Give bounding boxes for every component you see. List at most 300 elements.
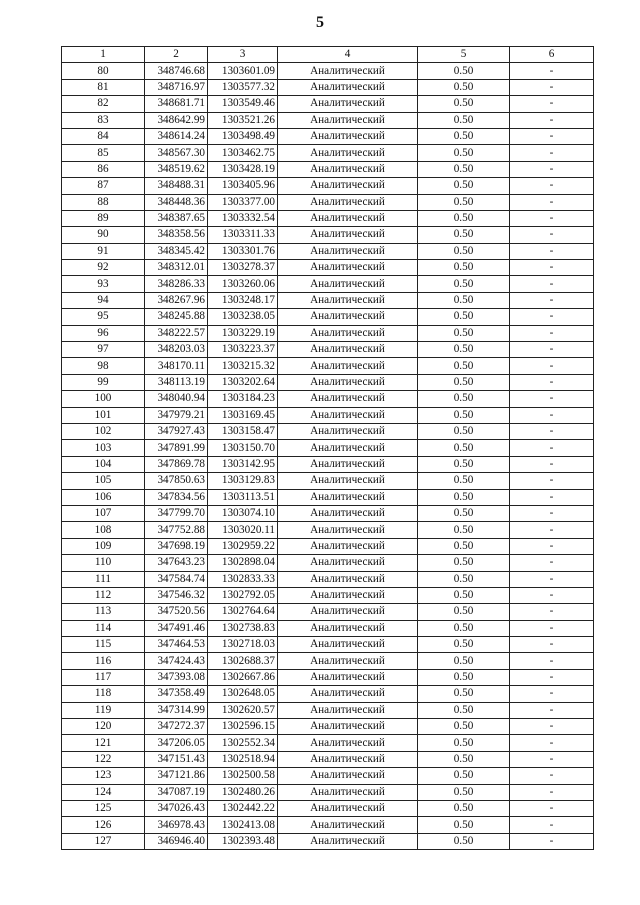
method-cell: Аналитический [278, 391, 418, 407]
method-cell: Аналитический [278, 719, 418, 735]
note-cell: - [510, 686, 594, 702]
accuracy-cell: 0.50 [418, 178, 510, 194]
method-cell: Аналитический [278, 96, 418, 112]
note-cell: - [510, 309, 594, 325]
method-cell: Аналитический [278, 161, 418, 177]
accuracy-cell: 0.50 [418, 210, 510, 226]
x-coordinate-cell: 347546.32 [145, 587, 208, 603]
y-coordinate-cell: 1303202.64 [208, 374, 278, 390]
note-cell: - [510, 473, 594, 489]
point-number-cell: 84 [62, 128, 145, 144]
point-number-cell: 127 [62, 833, 145, 849]
x-coordinate-cell: 347520.56 [145, 604, 208, 620]
y-coordinate-cell: 1303215.32 [208, 358, 278, 374]
table-row [62, 292, 594, 308]
x-coordinate-cell: 347087.19 [145, 784, 208, 800]
point-number-cell: 88 [62, 194, 145, 210]
method-cell: Аналитический [278, 112, 418, 128]
y-coordinate-cell: 1302667.86 [208, 669, 278, 685]
note-cell: - [510, 63, 594, 79]
coordinates-table [61, 46, 594, 850]
point-number-cell: 102 [62, 423, 145, 439]
accuracy-cell: 0.50 [418, 505, 510, 521]
point-number-cell: 110 [62, 555, 145, 571]
accuracy-cell: 0.50 [418, 555, 510, 571]
point-number-cell: 92 [62, 260, 145, 276]
accuracy-cell: 0.50 [418, 391, 510, 407]
table-row [62, 391, 594, 407]
y-coordinate-cell: 1303332.54 [208, 210, 278, 226]
y-coordinate-cell: 1303113.51 [208, 489, 278, 505]
y-coordinate-cell: 1303229.19 [208, 325, 278, 341]
x-coordinate-cell: 347752.88 [145, 522, 208, 538]
note-cell: - [510, 96, 594, 112]
method-cell: Аналитический [278, 768, 418, 784]
note-cell: - [510, 292, 594, 308]
x-coordinate-cell: 348170.11 [145, 358, 208, 374]
note-cell: - [510, 210, 594, 226]
accuracy-cell: 0.50 [418, 669, 510, 685]
point-number-cell: 114 [62, 620, 145, 636]
table-row [62, 161, 594, 177]
y-coordinate-cell: 1302718.03 [208, 637, 278, 653]
y-coordinate-cell: 1303601.09 [208, 63, 278, 79]
method-cell: Аналитический [278, 473, 418, 489]
y-coordinate-cell: 1302688.37 [208, 653, 278, 669]
y-coordinate-cell: 1303462.75 [208, 145, 278, 161]
note-cell: - [510, 817, 594, 833]
table-row [62, 423, 594, 439]
note-cell: - [510, 243, 594, 259]
point-number-cell: 93 [62, 276, 145, 292]
point-number-cell: 126 [62, 817, 145, 833]
note-cell: - [510, 374, 594, 390]
point-number-cell: 85 [62, 145, 145, 161]
x-coordinate-cell: 347698.19 [145, 538, 208, 554]
x-coordinate-cell: 347121.86 [145, 768, 208, 784]
y-coordinate-cell: 1303129.83 [208, 473, 278, 489]
method-cell: Аналитический [278, 194, 418, 210]
table-row [62, 489, 594, 505]
accuracy-cell: 0.50 [418, 735, 510, 751]
note-cell: - [510, 112, 594, 128]
accuracy-cell: 0.50 [418, 145, 510, 161]
note-cell: - [510, 784, 594, 800]
header-cell-3: 3 [208, 47, 278, 63]
note-cell: - [510, 669, 594, 685]
note-cell: - [510, 342, 594, 358]
accuracy-cell: 0.50 [418, 751, 510, 767]
table-row [62, 243, 594, 259]
x-coordinate-cell: 347799.70 [145, 505, 208, 521]
y-coordinate-cell: 1302898.04 [208, 555, 278, 571]
x-coordinate-cell: 348358.56 [145, 227, 208, 243]
header-cell-6: 6 [510, 47, 594, 63]
accuracy-cell: 0.50 [418, 358, 510, 374]
y-coordinate-cell: 1302648.05 [208, 686, 278, 702]
table-row [62, 604, 594, 620]
table-row [62, 63, 594, 79]
table-row [62, 358, 594, 374]
note-cell: - [510, 79, 594, 95]
table-row [62, 833, 594, 849]
point-number-cell: 117 [62, 669, 145, 685]
note-cell: - [510, 653, 594, 669]
accuracy-cell: 0.50 [418, 522, 510, 538]
x-coordinate-cell: 348345.42 [145, 243, 208, 259]
x-coordinate-cell: 348113.19 [145, 374, 208, 390]
point-number-cell: 124 [62, 784, 145, 800]
point-number-cell: 95 [62, 309, 145, 325]
note-cell: - [510, 522, 594, 538]
table-row [62, 735, 594, 751]
note-cell: - [510, 800, 594, 816]
accuracy-cell: 0.50 [418, 473, 510, 489]
table-header [62, 47, 594, 63]
y-coordinate-cell: 1303223.37 [208, 342, 278, 358]
note-cell: - [510, 555, 594, 571]
table-row [62, 374, 594, 390]
table-row [62, 620, 594, 636]
x-coordinate-cell: 348746.68 [145, 63, 208, 79]
x-coordinate-cell: 347891.99 [145, 440, 208, 456]
method-cell: Аналитический [278, 637, 418, 653]
accuracy-cell: 0.50 [418, 407, 510, 423]
point-number-cell: 108 [62, 522, 145, 538]
table-row [62, 784, 594, 800]
accuracy-cell: 0.50 [418, 309, 510, 325]
x-coordinate-cell: 347834.56 [145, 489, 208, 505]
x-coordinate-cell: 347272.37 [145, 719, 208, 735]
table-body [62, 63, 594, 850]
table-row [62, 571, 594, 587]
table-row [62, 227, 594, 243]
table-row [62, 112, 594, 128]
point-number-cell: 115 [62, 637, 145, 653]
note-cell: - [510, 194, 594, 210]
method-cell: Аналитический [278, 276, 418, 292]
note-cell: - [510, 145, 594, 161]
x-coordinate-cell: 348387.65 [145, 210, 208, 226]
table-row [62, 719, 594, 735]
y-coordinate-cell: 1303521.26 [208, 112, 278, 128]
accuracy-cell: 0.50 [418, 194, 510, 210]
accuracy-cell: 0.50 [418, 833, 510, 849]
accuracy-cell: 0.50 [418, 637, 510, 653]
table-row [62, 669, 594, 685]
y-coordinate-cell: 1302764.64 [208, 604, 278, 620]
x-coordinate-cell: 347151.43 [145, 751, 208, 767]
x-coordinate-cell: 348642.99 [145, 112, 208, 128]
y-coordinate-cell: 1302500.58 [208, 768, 278, 784]
y-coordinate-cell: 1302833.33 [208, 571, 278, 587]
x-coordinate-cell: 347979.21 [145, 407, 208, 423]
point-number-cell: 83 [62, 112, 145, 128]
note-cell: - [510, 719, 594, 735]
method-cell: Аналитический [278, 358, 418, 374]
point-number-cell: 96 [62, 325, 145, 341]
accuracy-cell: 0.50 [418, 604, 510, 620]
method-cell: Аналитический [278, 407, 418, 423]
point-number-cell: 125 [62, 800, 145, 816]
y-coordinate-cell: 1303184.23 [208, 391, 278, 407]
y-coordinate-cell: 1303311.33 [208, 227, 278, 243]
note-cell: - [510, 128, 594, 144]
method-cell: Аналитический [278, 342, 418, 358]
point-number-cell: 86 [62, 161, 145, 177]
note-cell: - [510, 456, 594, 472]
table-row [62, 555, 594, 571]
table-row [62, 768, 594, 784]
accuracy-cell: 0.50 [418, 161, 510, 177]
note-cell: - [510, 325, 594, 341]
accuracy-cell: 0.50 [418, 800, 510, 816]
accuracy-cell: 0.50 [418, 325, 510, 341]
accuracy-cell: 0.50 [418, 440, 510, 456]
y-coordinate-cell: 1303158.47 [208, 423, 278, 439]
table-row [62, 653, 594, 669]
x-coordinate-cell: 348681.71 [145, 96, 208, 112]
method-cell: Аналитический [278, 571, 418, 587]
point-number-cell: 113 [62, 604, 145, 620]
accuracy-cell: 0.50 [418, 456, 510, 472]
method-cell: Аналитический [278, 325, 418, 341]
method-cell: Аналитический [278, 489, 418, 505]
method-cell: Аналитический [278, 210, 418, 226]
x-coordinate-cell: 347850.63 [145, 473, 208, 489]
x-coordinate-cell: 348519.62 [145, 161, 208, 177]
point-number-cell: 97 [62, 342, 145, 358]
y-coordinate-cell: 1303238.05 [208, 309, 278, 325]
table-row [62, 800, 594, 816]
method-cell: Аналитический [278, 128, 418, 144]
point-number-cell: 103 [62, 440, 145, 456]
point-number-cell: 123 [62, 768, 145, 784]
y-coordinate-cell: 1303577.32 [208, 79, 278, 95]
point-number-cell: 122 [62, 751, 145, 767]
y-coordinate-cell: 1302518.94 [208, 751, 278, 767]
point-number-cell: 105 [62, 473, 145, 489]
note-cell: - [510, 735, 594, 751]
x-coordinate-cell: 347314.99 [145, 702, 208, 718]
x-coordinate-cell: 347393.08 [145, 669, 208, 685]
x-coordinate-cell: 347206.05 [145, 735, 208, 751]
accuracy-cell: 0.50 [418, 719, 510, 735]
accuracy-cell: 0.50 [418, 571, 510, 587]
table-row [62, 178, 594, 194]
accuracy-cell: 0.50 [418, 784, 510, 800]
method-cell: Аналитический [278, 669, 418, 685]
method-cell: Аналитический [278, 292, 418, 308]
header-cell-5: 5 [418, 47, 510, 63]
note-cell: - [510, 276, 594, 292]
y-coordinate-cell: 1303020.11 [208, 522, 278, 538]
y-coordinate-cell: 1303260.06 [208, 276, 278, 292]
y-coordinate-cell: 1303301.76 [208, 243, 278, 259]
x-coordinate-cell: 347491.46 [145, 620, 208, 636]
x-coordinate-cell: 347464.53 [145, 637, 208, 653]
point-number-cell: 89 [62, 210, 145, 226]
point-number-cell: 80 [62, 63, 145, 79]
y-coordinate-cell: 1303142.95 [208, 456, 278, 472]
x-coordinate-cell: 348267.96 [145, 292, 208, 308]
table-row [62, 309, 594, 325]
table-row [62, 260, 594, 276]
note-cell: - [510, 702, 594, 718]
note-cell: - [510, 227, 594, 243]
x-coordinate-cell: 347584.74 [145, 571, 208, 587]
accuracy-cell: 0.50 [418, 489, 510, 505]
method-cell: Аналитический [278, 751, 418, 767]
method-cell: Аналитический [278, 505, 418, 521]
x-coordinate-cell: 348040.94 [145, 391, 208, 407]
y-coordinate-cell: 1302413.08 [208, 817, 278, 833]
accuracy-cell: 0.50 [418, 702, 510, 718]
y-coordinate-cell: 1303248.17 [208, 292, 278, 308]
note-cell: - [510, 768, 594, 784]
method-cell: Аналитический [278, 243, 418, 259]
header-cell-4: 4 [278, 47, 418, 63]
point-number-cell: 118 [62, 686, 145, 702]
x-coordinate-cell: 348312.01 [145, 260, 208, 276]
x-coordinate-cell: 348203.03 [145, 342, 208, 358]
y-coordinate-cell: 1302738.83 [208, 620, 278, 636]
note-cell: - [510, 358, 594, 374]
y-coordinate-cell: 1302620.57 [208, 702, 278, 718]
note-cell: - [510, 489, 594, 505]
method-cell: Аналитический [278, 423, 418, 439]
x-coordinate-cell: 346946.40 [145, 833, 208, 849]
note-cell: - [510, 571, 594, 587]
point-number-cell: 109 [62, 538, 145, 554]
point-number-cell: 120 [62, 719, 145, 735]
x-coordinate-cell: 348488.31 [145, 178, 208, 194]
table-row [62, 473, 594, 489]
accuracy-cell: 0.50 [418, 227, 510, 243]
accuracy-cell: 0.50 [418, 423, 510, 439]
method-cell: Аналитический [278, 784, 418, 800]
table-row [62, 96, 594, 112]
x-coordinate-cell: 348245.88 [145, 309, 208, 325]
y-coordinate-cell: 1302552.34 [208, 735, 278, 751]
note-cell: - [510, 423, 594, 439]
x-coordinate-cell: 347869.78 [145, 456, 208, 472]
note-cell: - [510, 161, 594, 177]
point-number-cell: 94 [62, 292, 145, 308]
table-row [62, 456, 594, 472]
point-number-cell: 119 [62, 702, 145, 718]
accuracy-cell: 0.50 [418, 587, 510, 603]
header-cell-2: 2 [145, 47, 208, 63]
method-cell: Аналитический [278, 604, 418, 620]
point-number-cell: 112 [62, 587, 145, 603]
accuracy-cell: 0.50 [418, 686, 510, 702]
point-number-cell: 121 [62, 735, 145, 751]
note-cell: - [510, 604, 594, 620]
method-cell: Аналитический [278, 538, 418, 554]
table-row [62, 637, 594, 653]
accuracy-cell: 0.50 [418, 292, 510, 308]
table-row [62, 686, 594, 702]
method-cell: Аналитический [278, 178, 418, 194]
table-row [62, 817, 594, 833]
x-coordinate-cell: 347358.49 [145, 686, 208, 702]
method-cell: Аналитический [278, 63, 418, 79]
point-number-cell: 111 [62, 571, 145, 587]
method-cell: Аналитический [278, 555, 418, 571]
note-cell: - [510, 587, 594, 603]
note-cell: - [510, 505, 594, 521]
header-row [62, 47, 594, 63]
x-coordinate-cell: 348567.30 [145, 145, 208, 161]
table-row [62, 276, 594, 292]
point-number-cell: 100 [62, 391, 145, 407]
x-coordinate-cell: 346978.43 [145, 817, 208, 833]
x-coordinate-cell: 347424.43 [145, 653, 208, 669]
y-coordinate-cell: 1303278.37 [208, 260, 278, 276]
method-cell: Аналитический [278, 833, 418, 849]
y-coordinate-cell: 1303377.00 [208, 194, 278, 210]
y-coordinate-cell: 1302959.22 [208, 538, 278, 554]
accuracy-cell: 0.50 [418, 276, 510, 292]
method-cell: Аналитический [278, 145, 418, 161]
note-cell: - [510, 637, 594, 653]
point-number-cell: 87 [62, 178, 145, 194]
point-number-cell: 81 [62, 79, 145, 95]
point-number-cell: 116 [62, 653, 145, 669]
table-row [62, 194, 594, 210]
table-row [62, 522, 594, 538]
accuracy-cell: 0.50 [418, 63, 510, 79]
table-row [62, 407, 594, 423]
y-coordinate-cell: 1303428.19 [208, 161, 278, 177]
y-coordinate-cell: 1303169.45 [208, 407, 278, 423]
y-coordinate-cell: 1302442.22 [208, 800, 278, 816]
method-cell: Аналитический [278, 440, 418, 456]
accuracy-cell: 0.50 [418, 96, 510, 112]
note-cell: - [510, 751, 594, 767]
point-number-cell: 91 [62, 243, 145, 259]
method-cell: Аналитический [278, 309, 418, 325]
accuracy-cell: 0.50 [418, 653, 510, 669]
note-cell: - [510, 260, 594, 276]
point-number-cell: 82 [62, 96, 145, 112]
accuracy-cell: 0.50 [418, 768, 510, 784]
table-row [62, 79, 594, 95]
x-coordinate-cell: 348614.24 [145, 128, 208, 144]
page-number: 5 [316, 14, 324, 31]
y-coordinate-cell: 1303150.70 [208, 440, 278, 456]
method-cell: Аналитический [278, 735, 418, 751]
y-coordinate-cell: 1303498.49 [208, 128, 278, 144]
table-row [62, 342, 594, 358]
y-coordinate-cell: 1303549.46 [208, 96, 278, 112]
y-coordinate-cell: 1303405.96 [208, 178, 278, 194]
point-number-cell: 90 [62, 227, 145, 243]
x-coordinate-cell: 347927.43 [145, 423, 208, 439]
x-coordinate-cell: 347643.23 [145, 555, 208, 571]
accuracy-cell: 0.50 [418, 79, 510, 95]
point-number-cell: 101 [62, 407, 145, 423]
x-coordinate-cell: 348222.57 [145, 325, 208, 341]
note-cell: - [510, 620, 594, 636]
method-cell: Аналитический [278, 686, 418, 702]
table-row [62, 538, 594, 554]
note-cell: - [510, 538, 594, 554]
y-coordinate-cell: 1302792.05 [208, 587, 278, 603]
point-number-cell: 99 [62, 374, 145, 390]
accuracy-cell: 0.50 [418, 243, 510, 259]
